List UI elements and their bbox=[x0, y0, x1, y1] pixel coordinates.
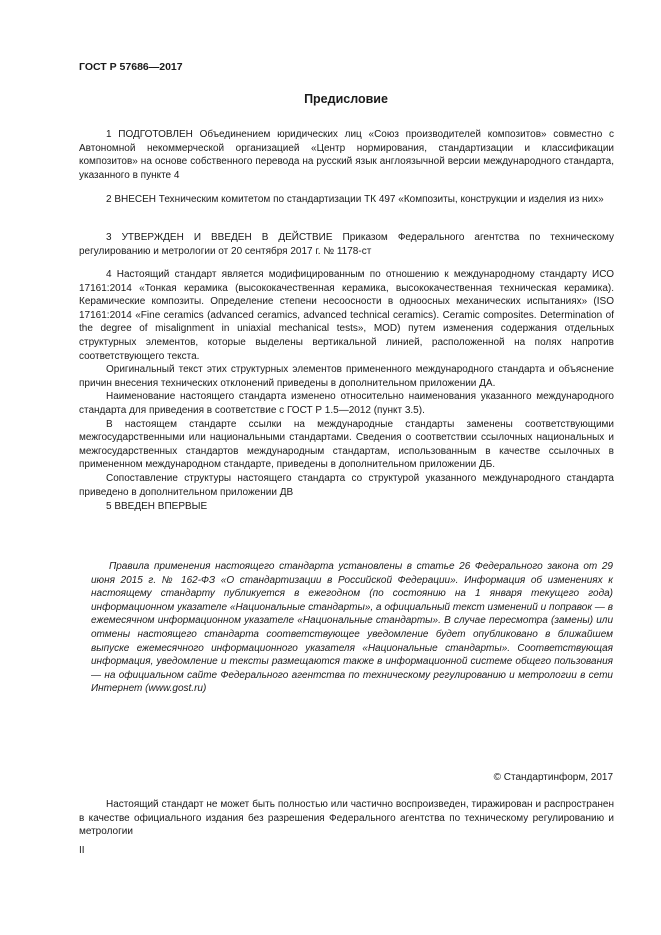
usage-rules-text: Правила применения настоящего стандарта установлены в статье 26 Федерального закона от 29 июня 2015 г. № 162-ФЗ «О стандартизации в Российской Федерации». Информация об изменениях к настоящему стандарту публикуется в ежегодном (по состоянию на 1 января текущего года) информационном указателе «Национальные стандарты», а официальный текст изменений и поправок — в ежемесячном информационном указателе «Национальные стандарты». В случае пересмотра (замены) или отмены настоящего стандарта соответствующее уведомление будет опубликовано в ближайшем выпуске ежемесячного информационного указателя «Национальные стандарты». Соответствующая информация, уведомление и тексты размещаются также в информационной системе общего пользования — на официальном сайте Федерального агентства по техническому регулированию и метрологии в сети Интернет (www.gost.ru) bbox=[91, 561, 613, 695]
section-3 bbox=[79, 231, 614, 258]
reproduction-notice bbox=[79, 798, 614, 839]
copyright-line: © Стандартинформ, 2017 bbox=[493, 772, 613, 783]
reproduction-notice-text: Настоящий стандарт не может быть полностью или частично воспроизведен, тиражирован и распространен в качестве официального издания без разрешения Федерального агентства по техническому регулированию и метрологии bbox=[79, 799, 614, 838]
page-title: Предисловие bbox=[304, 92, 388, 106]
section-2-text: 2 ВНЕСЕН Техническим комитетом по стандартизации ТК 497 «Композиты, конструкции и изделия из них» bbox=[106, 194, 604, 205]
section-4-paragraph: В настоящем стандарте ссылки на международные стандарты заменены соответствующими межгосударственными или национальными стандартами. Сведения о соответствии ссылочных национальных и межгосударственных стандартов международным стандартам, использованным в качестве ссылочных в примененном международном стандарте, приведены в дополнительном приложении ДБ. bbox=[79, 418, 614, 471]
section-2 bbox=[79, 193, 614, 207]
section-1-text: 1 ПОДГОТОВЛЕН Объединением юридических лиц «Союз производителей композитов» совместно с Автономной некоммерческой организацией «Центр нормирования, стандартизации и классификации композитов» на основе собственного перевода на русский язык англоязычной версии международного стандарта, указанного в пункте 4 bbox=[79, 129, 614, 181]
section-5 bbox=[79, 500, 614, 514]
section-4-paragraph: Оригинальный текст этих структурных элементов примененного международного стандарта и объяснение причин внесения технических отклонений приведены в дополнительном приложении ДА. bbox=[79, 364, 614, 389]
section-1 bbox=[79, 128, 614, 182]
section-4 bbox=[79, 268, 614, 499]
section-5-text: 5 ВВЕДЕН ВПЕРВЫЕ bbox=[106, 501, 208, 512]
section-4-paragraph: Сопоставление структуры настоящего стандарта со структурой указанного международного стандарта приведено в дополнительном приложении ДВ bbox=[79, 472, 614, 498]
section-4-paragraph: Наименование настоящего стандарта изменено относительно наименования указанного международного стандарта для приведения в соответствие с ГОСТ Р 1.5—2012 (пункт 3.5). bbox=[79, 391, 614, 416]
page-number: II bbox=[79, 845, 85, 856]
section-3-text: 3 УТВЕРЖДЕН И ВВЕДЕН В ДЕЙСТВИЕ Приказом Федерального агентства по техническому регулированию и метрологии от 20 сентября 2017 г. № 1178-ст bbox=[79, 232, 614, 257]
usage-rules-notice bbox=[91, 560, 613, 696]
standard-code-header: ГОСТ Р 57686—2017 bbox=[79, 61, 183, 73]
section-4-paragraph: 4 Настоящий стандарт является модифицированным по отношению к международному стандарту ИСО 17161:2014 «Тонкая керамика (высококачественная керамика, высококачественная техническая керамика). Керамические композиты. Определение степени несоосности в одноосных механических испытаниях» (ISO 17161:2014 «Fine ceramics (advanced ceramics, advanced technical ceramics). Ceramic composites. Determination of the degree of misalignment in uniaxial mechanical tests», MOD) путем изменения содержания отдельных структурных элементов, которые выделены вертикальной линией, расположенной на полях напротив соответствующего текста. bbox=[79, 269, 614, 362]
